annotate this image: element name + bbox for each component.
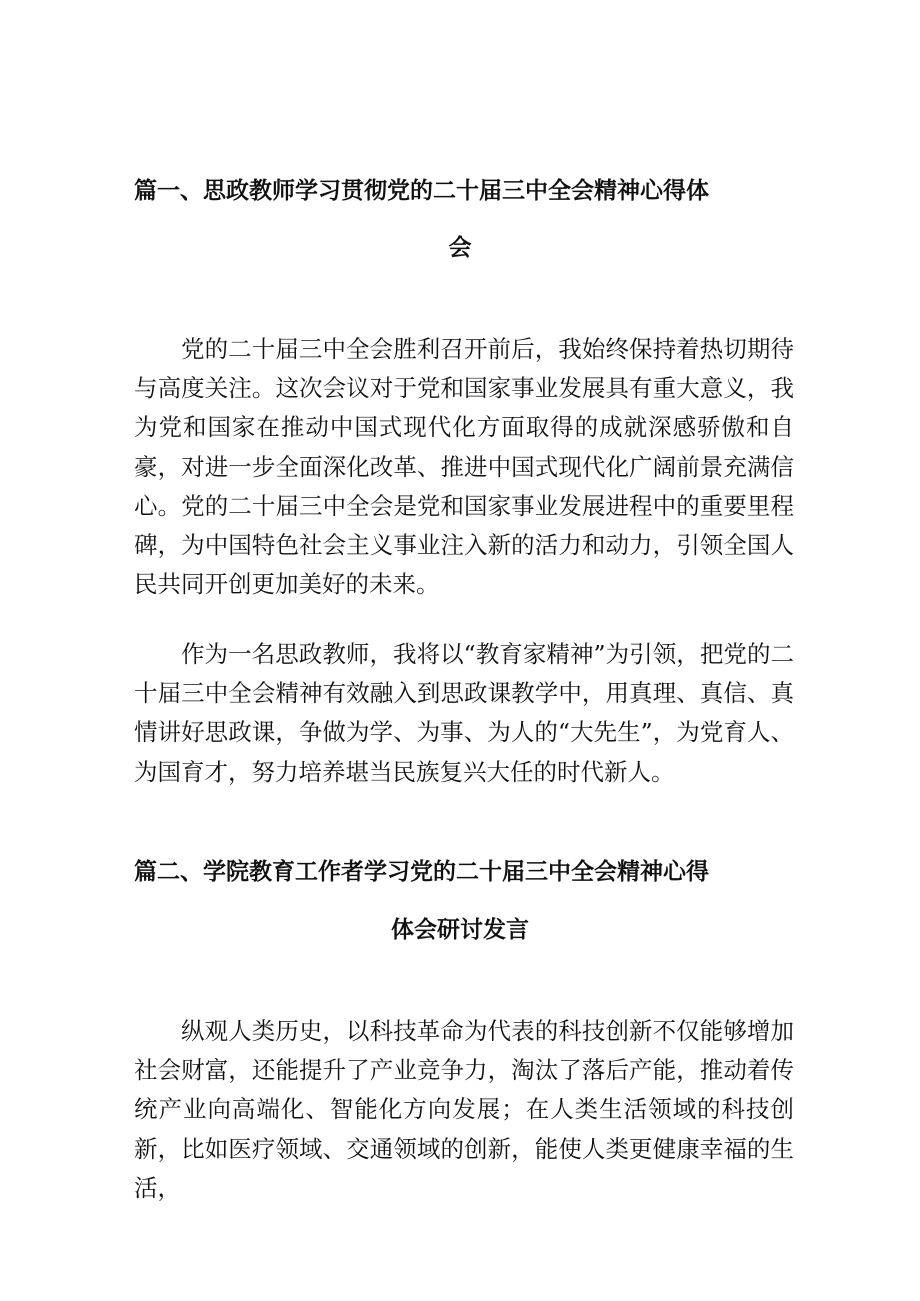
section-2-paragraph-1: 纵观人类历史，以科技革命为代表的科技创新不仅能够增加社会财富，还能提升了产业竞争力，淘汰了落后产能，推动着传统产业向高端化、智能化方向发展；在人类生活领域的科技创新，比如医疗领域、交通领域的创新，能使人类更健康幸福的生活， [134, 1017, 794, 1202]
section-1-heading-line-1: 篇一、思政教师学习贯彻党的二十届三中全会精神心得体 [134, 178, 709, 204]
section-1-paragraph-1: 党的二十届三中全会胜利召开前后，我始终保持着热切期待与高度关注。这次会议对于党和国家事业发展具有重大意义，我为党和国家在推动中国式现代化方面取得的成就深感骄傲和自豪，对进一步全面深化改革、推进中国式现代化广阔前景充满信心。党的二十届三中全会是党和国家事业发展进程中的重要里程碑，为中国特色社会主义事业注入新的活力和动力，引领全国人民共同开创更加美好的未来。 [134, 335, 794, 599]
section-1-heading-line-2: 会 [448, 235, 472, 261]
section-2-heading-line-1: 篇二、学院教育工作者学习党的二十届三中全会精神心得 [134, 859, 709, 885]
section-2-heading-line-2: 体会研讨发言 [391, 917, 529, 943]
section-1-paragraph-2: 作为一名思政教师，我将以“教育家精神”为引领，把党的二十届三中全会精神有效融入到思政课教学中，用真理、真信、真情讲好思政课，争做为学、为事、为人的“大先生”，为党育人、为国育才，努力培养堪当民族复兴大任的时代新人。 [134, 640, 794, 786]
